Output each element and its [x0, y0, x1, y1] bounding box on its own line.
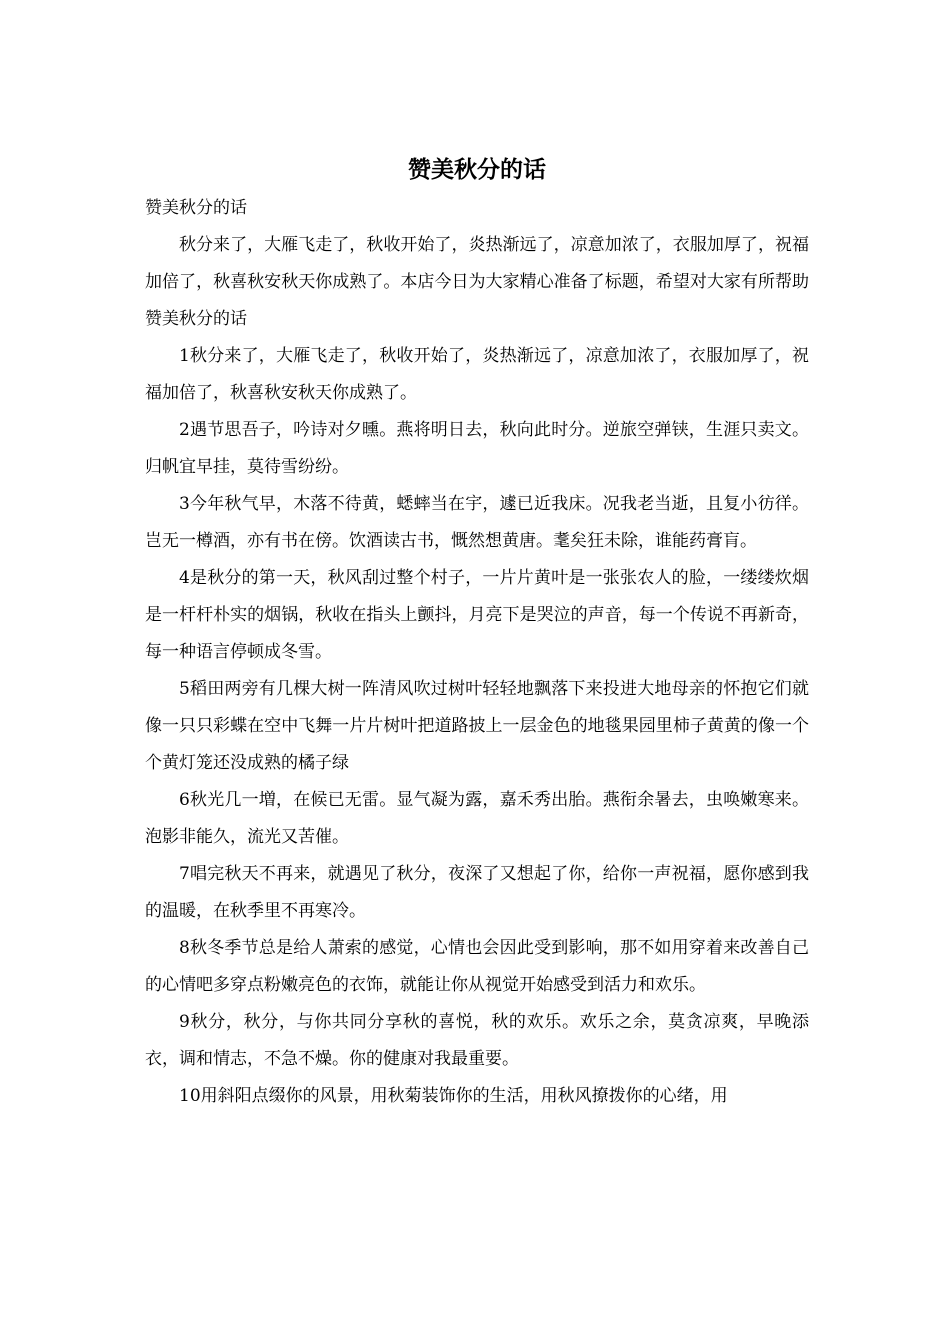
paragraph-1: 1秋分来了，大雁飞走了，秋收开始了，炎热渐远了，凉意加浓了，衣服加厚了，祝福加倍了，秋喜秋安秋天你成熟了。 [145, 346, 809, 403]
document-page [145, 150, 809, 1115]
document-subtitle: 赞美秋分的话 [145, 198, 247, 218]
paragraph-2: 2遇节思吾子，吟诗对夕曛。燕将明日去，秋向此时分。逆旅空弹铗，生涯只卖文。归帆宜早挂，莫待雪纷纷。 [145, 420, 809, 477]
paragraph-intro: 秋分来了，大雁飞走了，秋收开始了，炎热渐远了，凉意加浓了，衣服加厚了，祝福加倍了，秋喜秋安秋天你成熟了。本店今日为大家精心准备了标题，希望对大家有所帮助赞美秋分的话 [145, 235, 809, 329]
paragraph-7: 7唱完秋天不再来，就遇见了秋分，夜深了又想起了你，给你一声祝福，愿你感到我的温暖，在秋季里不再寒冷。 [145, 864, 809, 921]
paragraph-4: 4是秋分的第一天，秋风刮过整个村子，一片片黄叶是一张张农人的脸，一缕缕炊烟是一杆杆朴实的烟锅，秋收在指头上颤抖，月亮下是哭泣的声音，每一个传说不再新奇，每一种语言停顿成冬雪。 [145, 568, 809, 662]
paragraph-3: 3今年秋气早，木落不待黄，蟋蟀当在宇，遽已近我床。况我老当逝，且复小彷徉。岂无一樽酒，亦有书在傍。饮酒读古书，慨然想黄唐。耄矣狂未除，谁能药膏肓。 [145, 494, 809, 551]
paragraph-9: 9秋分，秋分，与你共同分享秋的喜悦，秋的欢乐。欢乐之余，莫贪凉爽，早晚添衣，调和情志，不急不燥。你的健康对我最重要。 [145, 1012, 809, 1069]
document-title: 赞美秋分的话 [408, 157, 546, 183]
paragraph-6: 6秋光几一増，在候已无雷。显气凝为露，嘉禾秀出胎。燕衔余暑去，虫唤嫩寒来。泡影非能久，流光又苦催。 [145, 790, 809, 847]
paragraph-5: 5稻田两旁有几棵大树一阵清风吹过树叶轻轻地飘落下来投进大地母亲的怀抱它们就像一只只彩蝶在空中飞舞一片片树叶把道路披上一层金色的地毯果园里柿子黄黄的像一个个黄灯笼还没成熟的橘子绿 [145, 679, 809, 773]
paragraph-10: 10用斜阳点缀你的风景，用秋菊装饰你的生活，用秋风撩拨你的心绪，用 [179, 1086, 728, 1106]
paragraph-8: 8秋冬季节总是给人萧索的感觉，心情也会因此受到影响，那不如用穿着来改善自己的心情吧多穿点粉嫩亮色的衣饰，就能让你从视觉开始感受到活力和欢乐。 [145, 938, 809, 995]
